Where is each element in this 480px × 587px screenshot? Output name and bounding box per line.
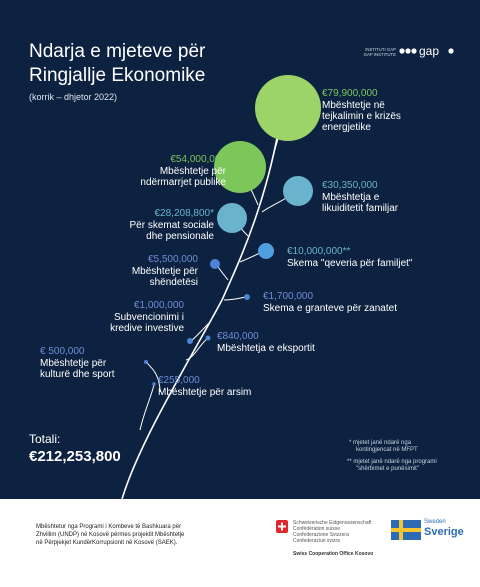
total-label: Totali: (29, 432, 61, 446)
circle-family (258, 243, 274, 259)
footnote-2: ** mjetet janë ndarë nga programi "shërbimet e punësimit" (347, 459, 437, 472)
gap-wordmark: gap (419, 44, 440, 58)
branch-education (140, 385, 154, 430)
sweden-flag-icon (391, 520, 421, 540)
item-family: €10,000,000** Skema "qeveria për familjet" (287, 246, 413, 269)
item-culture-amount: € 500,000 (40, 346, 85, 357)
item-export: €840,000 Mbështetja e eksportit (217, 331, 315, 354)
footer-support-text: Mbështetur nga Programi i Kombeve të Bashkuara për Zhvillim (UNDP) në Kosovë përmes projektit Mbështetje në Përpjekjet KundërKorrupsionit në Kosovë (SAEK). (36, 524, 185, 546)
swiss-flag-icon (276, 520, 288, 533)
item-culture: € 500,000 Mbështetje për kulturë dhe sport (40, 346, 115, 380)
item-social-amount: €28,208,800* (154, 208, 214, 219)
swiss-office-text: Swiss Cooperation Office Kosovo (293, 551, 374, 557)
branch-crafts (224, 297, 246, 300)
sverige-label: Sverige (424, 526, 464, 538)
circle-education (152, 382, 156, 386)
circle-health (210, 259, 220, 269)
item-crafts: €1,700,000 Skema e granteve për zanatet (263, 291, 397, 314)
item-public: €54,000,000 Mbështetje për ndërmarrjet publike (116, 154, 226, 188)
circle-liquidity (283, 176, 313, 206)
item-social: €28,208,800* Për skemat sociale dhe pensionale (104, 208, 214, 242)
item-public-amount: €54,000,000 (170, 154, 226, 165)
circle-export (206, 336, 211, 341)
total-value: €212,253,800 (29, 448, 121, 465)
footnote-1: * mjetet janë ndarë nga kontingjencat në MFPT (349, 440, 418, 453)
item-credit-amount: €1,000,000 (133, 300, 184, 311)
circle-culture (144, 360, 148, 364)
item-education-amount: €255,000 (158, 375, 200, 386)
swiss-confederation-text: Schweizerische Eidgenossenschaft Confédération suisse Confederazione Svizzera Confederaziun svizra (293, 520, 372, 544)
page-subtitle: (korrik – dhjetor 2022) (29, 92, 118, 102)
circle-crafts (244, 294, 250, 300)
gap-logo-icon (399, 44, 455, 58)
item-export-amount: €840,000 (217, 331, 259, 342)
item-liquidity-amount: €30,350,000 (322, 180, 378, 191)
item-credit: €1,000,000 Subvencionimi i kredive investive (74, 300, 184, 334)
item-crafts-amount: €1,700,000 (263, 291, 314, 302)
item-family-amount: €10,000,000** (287, 246, 351, 257)
item-liquidity: €30,350,000 Mbështetja e likuiditetit familjar (322, 180, 399, 214)
sweden-label: Sweden (424, 519, 446, 525)
gap-institute-text: INSTITUTI GAP GAP INSTITUTE (363, 47, 396, 57)
circle-credit (187, 338, 193, 344)
item-energy-amount: €79,900,000 (322, 88, 378, 99)
item-health-amount: €5,500,000 (147, 254, 198, 265)
item-education: €255,000 Mbështetje për arsim (158, 375, 252, 398)
item-health: €5,500,000 Mbështetje për shëndetësi (98, 254, 198, 288)
circle-social (217, 203, 247, 233)
page-title (29, 40, 289, 88)
title-line-2: Ringjallje Ekonomike (29, 65, 206, 86)
item-energy: €79,900,000 Mbështetje në tejkalimin e krizës energjetike (322, 88, 401, 133)
title-line-1: Ndarja e mjeteve për (29, 41, 206, 62)
